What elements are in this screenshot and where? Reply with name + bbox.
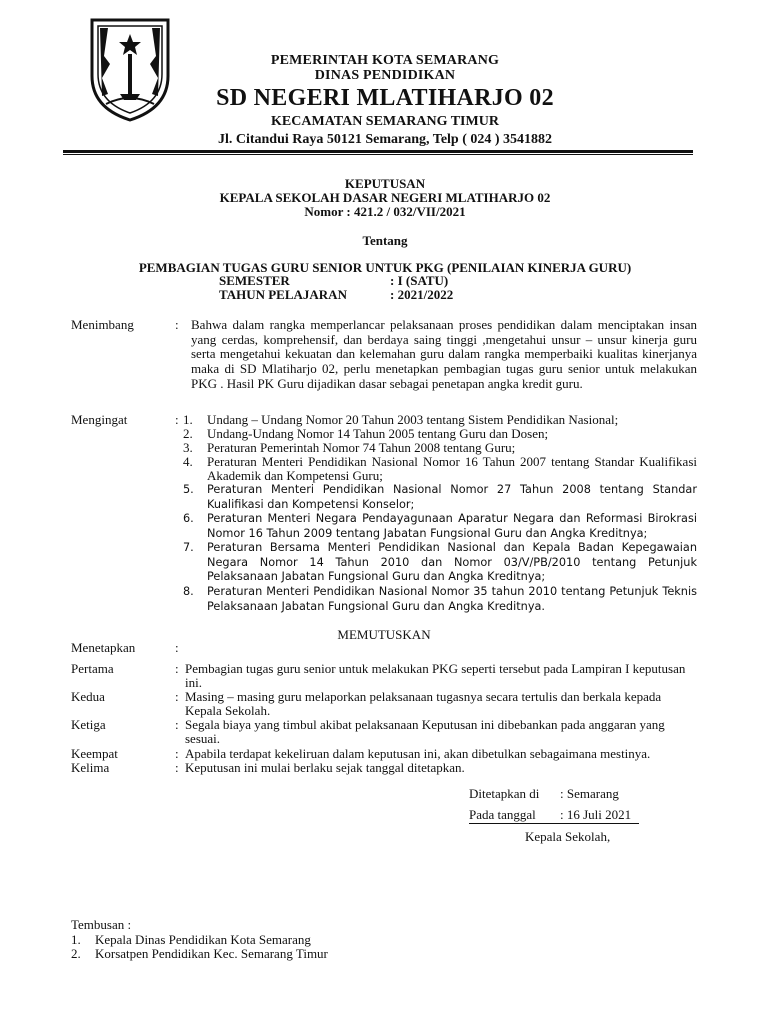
about-label: Tentang [362, 233, 408, 248]
decision-point-text: Segala biaya yang timbul akibat pelaksanaan Keputusan ini dibebankan pada anggaran yang sesuai. [185, 717, 665, 746]
header-rule-thick [63, 150, 693, 153]
district-name: KECAMATAN SEMARANG TIMUR [271, 114, 499, 129]
decision-point-label: Ketiga [71, 717, 106, 732]
decision-point-text: Apabila terdapat kekeliruan dalam keputusan ini, akan dibetulkan sebagaimana mestinya. [185, 746, 651, 761]
decision-point-colon: : [175, 717, 179, 732]
copies-label: Tembusan : [71, 917, 132, 932]
school-name: SD NEGERI MLATIHARJO 02 [216, 85, 554, 111]
decision-point-label: Pertama [71, 661, 114, 676]
copies-item-number: 2. [71, 946, 81, 961]
considering-label: Menimbang [71, 317, 134, 332]
item-text: Undang – Undang Nomor 20 Tahun 2003 tentang Sistem Pendidikan Nasional; [207, 412, 619, 427]
decision-point-text: Keputusan ini mulai berlaku sejak tanggal ditetapkan. [185, 760, 465, 775]
copies-item [71, 933, 311, 947]
copies-item [71, 947, 328, 961]
date-line [469, 808, 639, 824]
department-name: DINAS PENDIDIKAN [314, 68, 456, 83]
item-number: 4. [183, 454, 193, 469]
decision-point-colon: : [175, 760, 179, 775]
item-text: Peraturan Bersama Menteri Pendidikan Nasional dan Kepala Badan Kepegawaian Negara Nomor 14 Tahun 2010 dan Nomor 03/V/PB/2010 tentang Petunjuk Pelaksanaan Jabatan Fungsional Guru dan Angka Kreditnya; [207, 541, 697, 583]
item-number: 3. [183, 440, 193, 455]
decree-issuer: KEPALA SEKOLAH DASAR NEGERI MLATIHARJO 02 [219, 190, 551, 205]
letterhead [170, 53, 600, 149]
item-number: 6. [183, 512, 194, 525]
header-rule-thin [63, 154, 693, 155]
copies-item-text: Korsatpen Pendidikan Kec. Semarang Timur [95, 946, 328, 961]
decision-point-colon: : [175, 689, 179, 704]
considering-text: Bahwa dalam rangka memperlancar pelaksanaan proses pendidikan dalam menciptakan insan yang cerdas, komprehensif, dan berdaya saing tinggi ,mengetahui unsur – unsur kinerja guru serta mengetahui kekuatan dan kelemahan guru dalam rangka memperbaiki kualitas kinerjanya maka di SD Mlatiharjo 02, perlu menetapkan pembagian tugas guru senior untuk melakukan PKG . Hasil PK Guru dijadikan dasar sebagai penetapan angka kredit guru. [191, 317, 697, 391]
school-year-label: TAHUN PELAJARAN [219, 287, 347, 302]
item-text: Undang-Undang Nomor 14 Tahun 2005 tentang Guru dan Dosen; [207, 426, 549, 441]
decision-point-label: Kedua [71, 689, 105, 704]
decree-subject: PEMBAGIAN TUGAS GURU SENIOR UNTUK PKG (PENILAIAN KINERJA GURU) [138, 260, 632, 275]
establish-label: Menetapkan [71, 640, 136, 655]
item-text: Peraturan Menteri Pendidikan Nasional Nomor 27 Tahun 2008 tentang Standar Kualifikasi dan Kompetensi Konselor; [207, 483, 697, 511]
decree-number: Nomor : 421.2 / 032/VII/2021 [304, 204, 466, 219]
decision-heading: MEMUTUSKAN [337, 627, 431, 642]
semester-row [219, 274, 448, 287]
place-value: : Semarang [560, 786, 619, 801]
government-name: PEMERINTAH KOTA SEMARANG [270, 53, 500, 68]
decision-point-text: Masing – masing guru melaporkan pelaksanaan tugasnya secara tertulis dan berkala kepada Kepala Sekolah. [185, 689, 662, 718]
item-number: 1. [183, 412, 193, 427]
establish-colon: : [175, 640, 179, 655]
copies-item-text: Kepala Dinas Pendidikan Kota Semarang [95, 932, 311, 947]
copies-item-number: 1. [71, 932, 81, 947]
item-number: 5. [183, 483, 194, 496]
item-text: Peraturan Pemerintah Nomor 74 Tahun 2008 tentang Guru; [207, 440, 516, 455]
item-text: Peraturan Menteri Negara Pendayagunaan Aparatur Negara dan Reformasi Birokrasi Nomor 16 Tahun 2009 tentang Jabatan Fungsional Guru dan Angka Kreditnya; [207, 512, 697, 540]
decision-point-colon: : [175, 661, 179, 676]
remembering-colon: : [175, 412, 179, 427]
school-year-value: : 2021/2022 [390, 287, 454, 302]
item-text: Peraturan Menteri Pendidikan Nasional Nomor 35 tahun 2010 tentang Petunjuk Teknis Pelaksanaan Jabatan Fungsional Guru dan Angka Kreditnya. [207, 585, 697, 613]
item-number: 2. [183, 426, 193, 441]
signatory-position: Kepala Sekolah, [525, 829, 611, 844]
semester-value: : I (SATU) [390, 273, 449, 288]
decision-point-label: Kelima [71, 760, 110, 775]
date-value: : 16 Juli 2021 [560, 807, 632, 822]
decision-point-text: Pembagian tugas guru senior untuk melakukan PKG seperti tersebut pada Lampiran I keputusan ini. [185, 661, 686, 690]
decision-point-label: Keempat [71, 746, 118, 761]
semester-label: SEMESTER [219, 273, 290, 288]
considering-colon: : [175, 317, 179, 332]
place-label: Ditetapkan di [469, 786, 540, 801]
item-number: 7. [183, 541, 194, 554]
school-year-row [219, 288, 453, 301]
remembering-label: Mengingat [71, 412, 128, 427]
decision-point-colon: : [175, 746, 179, 761]
school-address: Jl. Citandui Raya 50121 Semarang, Telp ( 024 ) 3541882 [217, 132, 553, 147]
item-number: 8. [183, 585, 194, 598]
city-emblem-logo [86, 16, 174, 122]
item-text: Peraturan Menteri Pendidikan Nasional Nomor 16 Tahun 2007 tentang Standar Kualifikasi Akademik dan Kompetensi Guru; [207, 454, 697, 483]
date-label: Pada tanggal [469, 807, 536, 822]
decree-title: KEPUTUSAN [344, 176, 426, 191]
